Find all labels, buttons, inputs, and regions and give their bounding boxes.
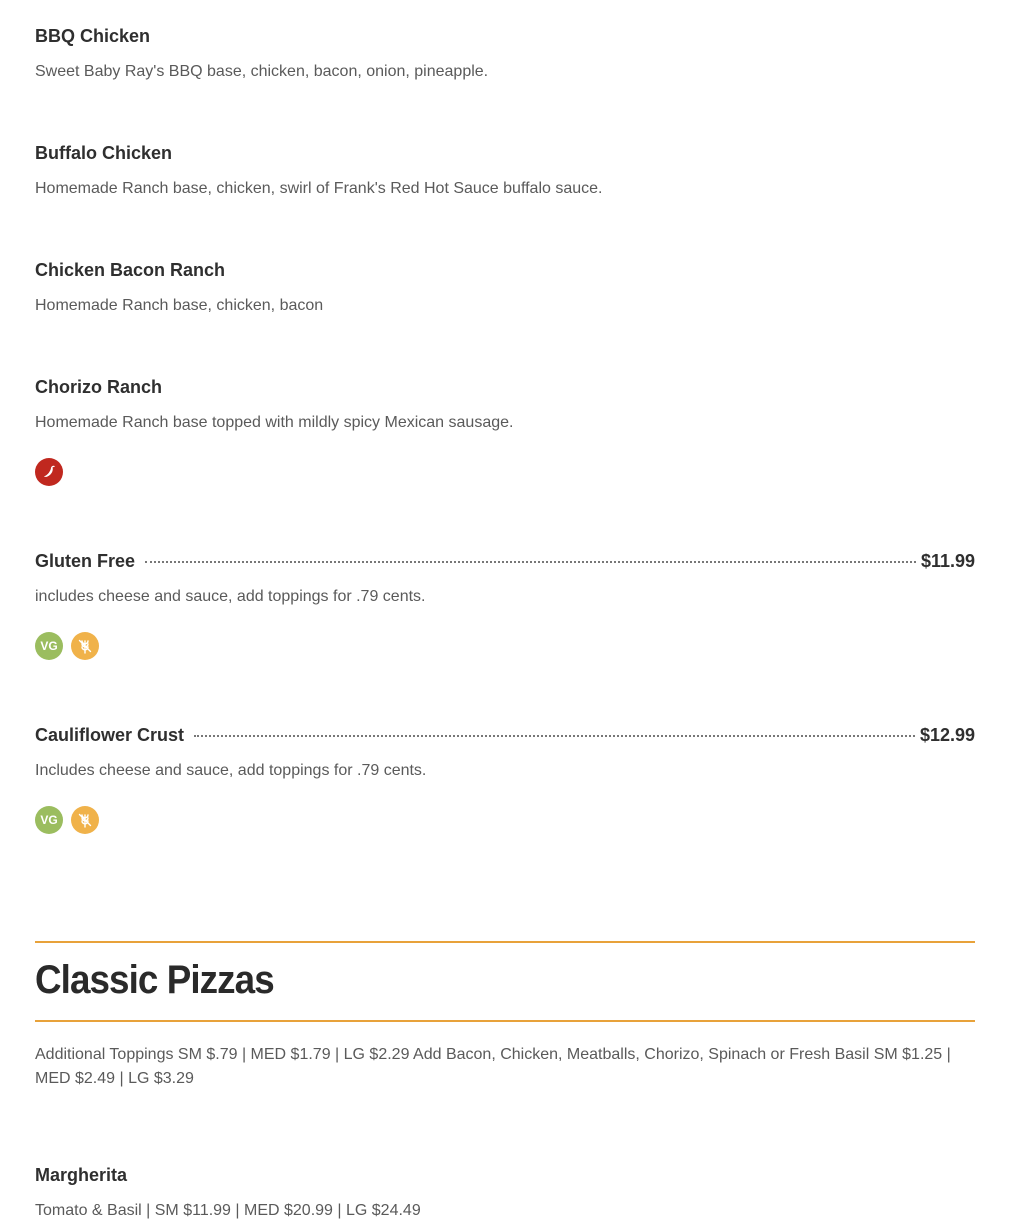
item-description: Sweet Baby Ray's BBQ base, chicken, bacon, onion, pineapple.	[35, 63, 489, 80]
section-note: Additional Toppings SM $.79 | MED $1.79 | LG $2.29 Add Bacon, Chicken, Meatballs, Chorizo, Spinach or Fresh Basil SM $1.25 | MED $2.49 | LG $3.29	[35, 1046, 951, 1087]
item-description: Tomato & Basil | SM $11.99 | MED $20.99 | LG $24.49	[35, 1202, 421, 1219]
item-name: Margherita	[35, 1165, 128, 1185]
menu-item-bbq-chicken	[35, 26, 975, 82]
vegetarian-icon: VG	[35, 632, 63, 660]
item-name: Cauliflower Crust	[35, 725, 185, 745]
chili-pepper-icon	[35, 458, 63, 486]
item-name: Gluten Free	[35, 551, 136, 571]
menu-item-cauliflower-crust	[35, 725, 975, 834]
item-name: Buffalo Chicken	[35, 143, 173, 163]
section-bottom-rule	[35, 1020, 975, 1022]
item-name: Chicken Bacon Ranch	[35, 260, 226, 280]
vegetarian-icon: VG	[35, 806, 63, 834]
section-title: Classic Pizzas	[35, 958, 274, 1002]
dietary-icons	[35, 806, 975, 834]
dietary-icons	[35, 458, 975, 486]
gluten-free-icon	[71, 632, 99, 660]
menu-item-chorizo-ranch	[35, 377, 975, 486]
item-header	[35, 260, 975, 282]
dietary-icons	[35, 632, 975, 660]
dot-leader	[194, 735, 915, 737]
item-header	[35, 1165, 975, 1187]
item-price: $12.99	[919, 725, 975, 745]
gluten-free-icon	[71, 806, 99, 834]
item-description: Homemade Ranch base, chicken, swirl of Frank's Red Hot Sauce buffalo sauce.	[35, 180, 603, 197]
menu-item-buffalo-chicken	[35, 143, 975, 199]
item-price: $11.99	[920, 551, 975, 571]
item-header	[35, 725, 975, 747]
menu-item-gluten-free	[35, 551, 975, 660]
item-description: includes cheese and sauce, add toppings for .79 cents.	[35, 588, 426, 605]
section-top-rule	[35, 941, 975, 943]
item-header	[35, 377, 975, 399]
item-description: Includes cheese and sauce, add toppings for .79 cents.	[35, 762, 427, 779]
menu-item-margherita	[35, 1165, 975, 1221]
item-name: BBQ Chicken	[35, 26, 151, 46]
item-description: Homemade Ranch base topped with mildly spicy Mexican sausage.	[35, 414, 514, 431]
item-name: Chorizo Ranch	[35, 377, 163, 397]
item-header	[35, 26, 975, 48]
menu-item-chicken-bacon-ranch	[35, 260, 975, 316]
dot-leader	[145, 561, 916, 563]
item-header	[35, 143, 975, 165]
item-description: Homemade Ranch base, chicken, bacon	[35, 297, 324, 314]
item-header	[35, 551, 975, 573]
